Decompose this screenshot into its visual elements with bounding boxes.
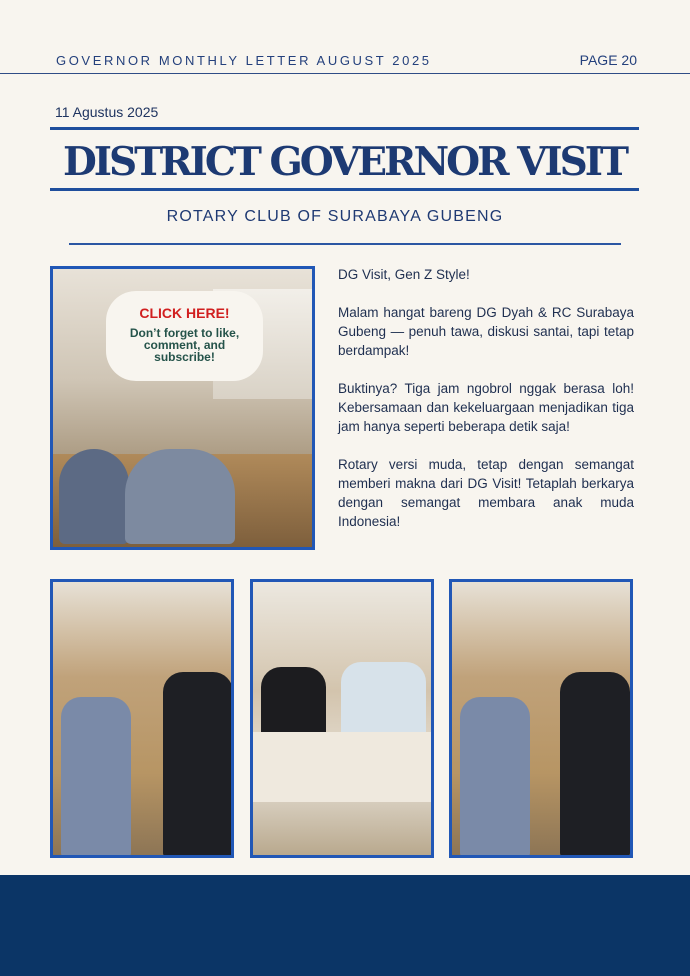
click-here-label[interactable]: CLICK HERE!: [139, 305, 230, 321]
page-number: PAGE 20: [579, 52, 637, 68]
article-date: 11 Agustus 2025: [55, 104, 159, 120]
subscribe-reminder: Don’t forget to like, comment, and subscribe!: [129, 326, 240, 364]
photo-person: [341, 662, 426, 737]
newsletter-title: GOVERNOR MONTHLY LETTER AUGUST 2025: [56, 53, 432, 68]
photo-handshake: [449, 579, 633, 858]
click-here-callout[interactable]: [106, 291, 263, 381]
photo-person: [61, 697, 131, 857]
photo-person: [125, 449, 235, 544]
page-header: [0, 0, 690, 74]
article-body: [338, 265, 634, 550]
subtitle-rule: [69, 243, 621, 245]
article-paragraph: Buktinya? Tiga jam ngobrol nggak berasa loh! Kebersamaan dan kekeluargaan menjadikan tiga jam hanya seperti beberapa detik saja!: [338, 381, 634, 434]
video-thumbnail[interactable]: [50, 266, 315, 550]
photo-person: [560, 672, 630, 857]
photo-person: [261, 667, 326, 737]
photo-person: [460, 697, 530, 857]
title-rule-bottom: [50, 188, 639, 191]
title-rule-top: [50, 127, 639, 130]
photo-dinner-table: [250, 579, 434, 858]
photo-pennant-exchange: [50, 579, 234, 858]
article-title: DISTRICT GOVERNOR VISIT: [62, 139, 627, 185]
page-footer-band: [0, 875, 690, 976]
article-paragraph: Malam hangat bareng DG Dyah & RC Surabaya Gubeng — penuh tawa, diskusi santai, tapi tetap berdampak!: [338, 305, 634, 358]
article-paragraph: Rotary versi muda, tetap dengan semangat memberi makna dari DG Visit! Tetaplah berkarya dengan semangat membara anak muda Indonesia!: [338, 457, 634, 529]
photo-table: [253, 732, 434, 802]
photo-person: [59, 449, 129, 544]
article-subtitle: ROTARY CLUB OF SURABAYA GUBENG: [166, 208, 504, 225]
photo-person: [163, 672, 233, 857]
article-paragraph: DG Visit, Gen Z Style!: [338, 267, 470, 282]
